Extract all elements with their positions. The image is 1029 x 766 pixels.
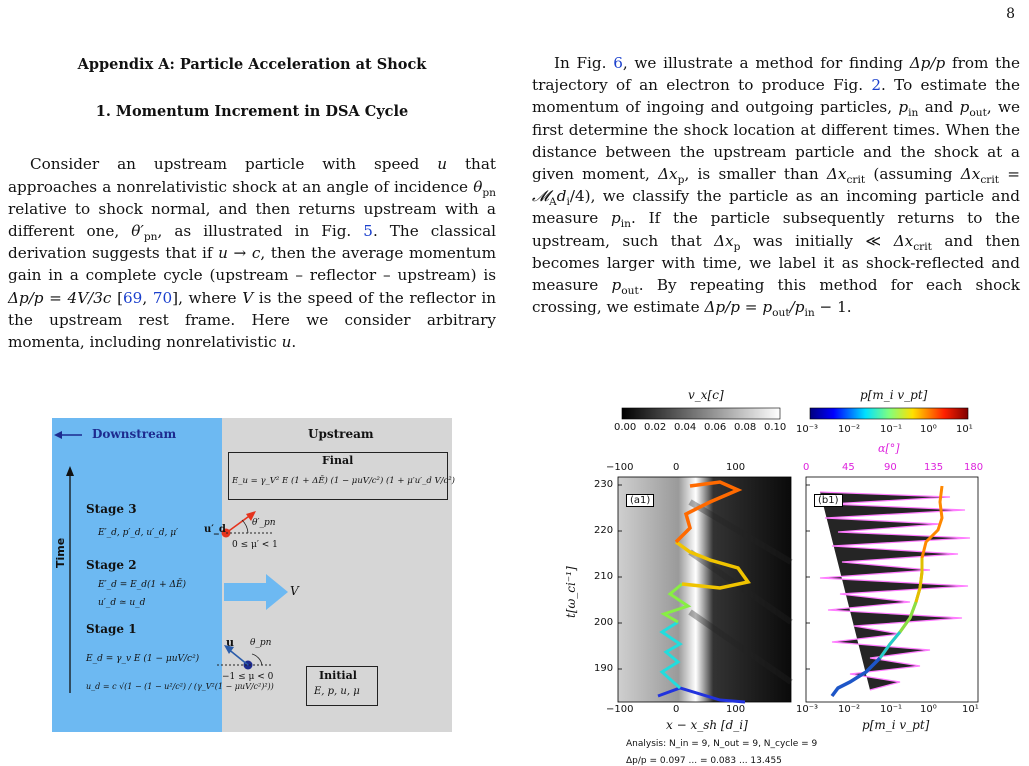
stage-1-energy: E_d = γ_v E (1 − μuV/c²) [86, 654, 200, 664]
stage-2-speed: u′_d ≃ u_d [98, 598, 146, 608]
a-top-tick-100: 100 [726, 462, 746, 473]
downstream-label: Downstream [92, 427, 177, 441]
upstream-label: Upstream [308, 427, 374, 441]
alpha-tick-0: 0 [803, 462, 810, 473]
b-bottom-tick-2: 10⁻¹ [880, 704, 903, 715]
ref-69-link[interactable]: 69 [123, 288, 143, 307]
y-axis-label: t[ω_ci⁻¹] [564, 566, 578, 618]
page-number: 8 [1006, 6, 1015, 22]
fig2-link[interactable]: 2 [871, 76, 882, 95]
cbar-p-tick-4: 10¹ [956, 424, 973, 435]
y-tick-210: 210 [594, 571, 614, 582]
b-bottom-tick-4: 10¹ [962, 704, 979, 715]
ref-70-link[interactable]: 70 [152, 288, 173, 307]
mu-range: −1 ≤ μ < 0 [222, 672, 274, 682]
cbar-vx-tick-1: 0.02 [644, 422, 667, 433]
cbar-p-label: p[m_i v_pt] [860, 388, 928, 402]
time-axis-label: Time [54, 537, 67, 568]
y-tick-230: 230 [594, 479, 614, 490]
a-bottom-tick-100: 100 [726, 704, 746, 715]
b-bottom-tick-3: 10⁰ [920, 704, 937, 715]
paragraph-intro: Consider an upstream particle with speed u that approaches a nonrelativistic shock at an angle of incidence $\theta_{pn}$ relative to shock normal, and then returns upstream with a different one, $\theta'_{pn}$, as illustrated in Fig. 5. The classical derivation suggests that if u → c, then the average momentum gain in a complete cycle (upstream – reflector – upstream) is Δp/p = 4V/3c [69, 70], where V is the speed of the reflector in the upstream rest frame. Here we consider arbitrary momenta, including nonrelativistic u. [8, 155, 497, 352]
cbar-vx-tick-0: 0.00 [614, 422, 637, 433]
u-label: u [226, 636, 234, 649]
alpha-tick-135: 135 [924, 462, 944, 473]
analysis-line: Analysis: N_in = 9, N_out = 9, N_cycle = 9 [626, 739, 818, 749]
b-bottom-tick-0: 10⁻³ [796, 704, 819, 715]
appendix-heading: Appendix A: Particle Acceleration at Shock [77, 56, 427, 73]
panel-b1-label: (b1) [814, 494, 843, 507]
cbar-vx-tick-4: 0.08 [734, 422, 757, 433]
paragraph-method: In Fig. 6, we illustrate a method for finding Δp/p from the trajectory of an electron to produce Fig. 2. To estimate the momentum of ingoing and outgoing particles, $p_{in}$ and $p_{out}$, we first determine the shock location at different times. When the distance between the upstream particle and the shock at a given moment, $\Delta x_p$, is smaller than $\Delta x_{crit}$ (assuming $\Delta x_{crit}$ = $𝓜_Ad_i/4$), we classify the particle as an incoming particle and measure $p_{in}$. If the particle subsequently returns to the upstream, such that $\Delta x_p$ was initially ≪ $\Delta x_{crit}$ and then becomes larger with time, we label it as shock-reflected and measure $p_{out}$. By repeating this method for each shock crossing, we estimate $\Delta p/p = p_{out}/p_{in} - 1$. [532, 54, 1020, 320]
left-column [8, 52, 496, 353]
stage-3-label: Stage 3 [86, 502, 137, 516]
initial-label: Initial [319, 669, 357, 682]
cbar-vx-tick-5: 0.10 [764, 422, 787, 433]
cbar-vx-tick-2: 0.04 [674, 422, 697, 433]
cbar-vx-tick-3: 0.06 [704, 422, 727, 433]
figure-5-schematic [52, 418, 455, 732]
theta-pn-label: θ_pn [250, 638, 272, 648]
a-bottom-tick-0: 0 [673, 704, 680, 715]
mu-prime-range: 0 ≤ μ′ < 1 [232, 540, 278, 550]
x-axis-label-a: x − x_sh [d_i] [666, 718, 748, 732]
theta-pn-prime-label: θ′_pn [252, 518, 276, 528]
alpha-tick-45: 45 [842, 462, 855, 473]
a-top-tick-0: 0 [673, 462, 680, 473]
cbar-p-tick-0: 10⁻³ [796, 424, 819, 435]
stage-2-energy: E′_d = E_d(1 + ΔĒ) [98, 580, 187, 590]
stage-1-speed: u_d = c √(1 − (1 − u²/c²) / (γ_V²(1 − μuV/c²)²)) [86, 682, 274, 691]
figure-6 [564, 382, 1025, 766]
alpha-axis-label: α[°] [878, 442, 900, 455]
final-equation: E_u = γ_V² E (1 + ΔĒ) (1 − μuV/c²) (1 + μ′u′_d V/c²) [232, 476, 455, 486]
cbar-p-tick-1: 10⁻² [838, 424, 861, 435]
section-heading: 1. Momentum Increment in DSA Cycle [95, 103, 409, 121]
ud-prime-label: u′_d [204, 524, 226, 535]
fig5-link[interactable]: 5 [363, 222, 373, 241]
y-tick-220: 220 [594, 525, 614, 536]
stage-1-label: Stage 1 [86, 622, 137, 636]
stage-3-variables: E′_d, p′_d, u′_d, μ′ [98, 528, 179, 538]
cbar-p-tick-3: 10⁰ [920, 424, 937, 435]
y-tick-190: 190 [594, 663, 614, 674]
final-label: Final [322, 454, 354, 467]
alpha-tick-90: 90 [884, 462, 897, 473]
cbar-p-tick-2: 10⁻¹ [880, 424, 903, 435]
a-top-tick-neg100: −100 [606, 462, 634, 473]
y-tick-200: 200 [594, 617, 614, 628]
a-bottom-tick-neg100: −100 [606, 704, 634, 715]
panel-a1-label: (a1) [626, 494, 654, 507]
x-axis-label-b: p[m_i v_pt] [862, 718, 930, 732]
alpha-tick-180: 180 [964, 462, 984, 473]
cbar-vx-label: v_x[c] [688, 388, 724, 402]
cut-off-line: Δp/p = 0.097 ... = 0.083 ... 13.455 [626, 756, 782, 766]
stage-2-label: Stage 2 [86, 558, 137, 572]
initial-variables: E, p, u, μ [314, 686, 360, 697]
right-column [532, 52, 1020, 318]
reflector-speed-label: V [290, 584, 299, 598]
b-bottom-tick-1: 10⁻² [838, 704, 861, 715]
fig6-link[interactable]: 6 [613, 54, 623, 72]
